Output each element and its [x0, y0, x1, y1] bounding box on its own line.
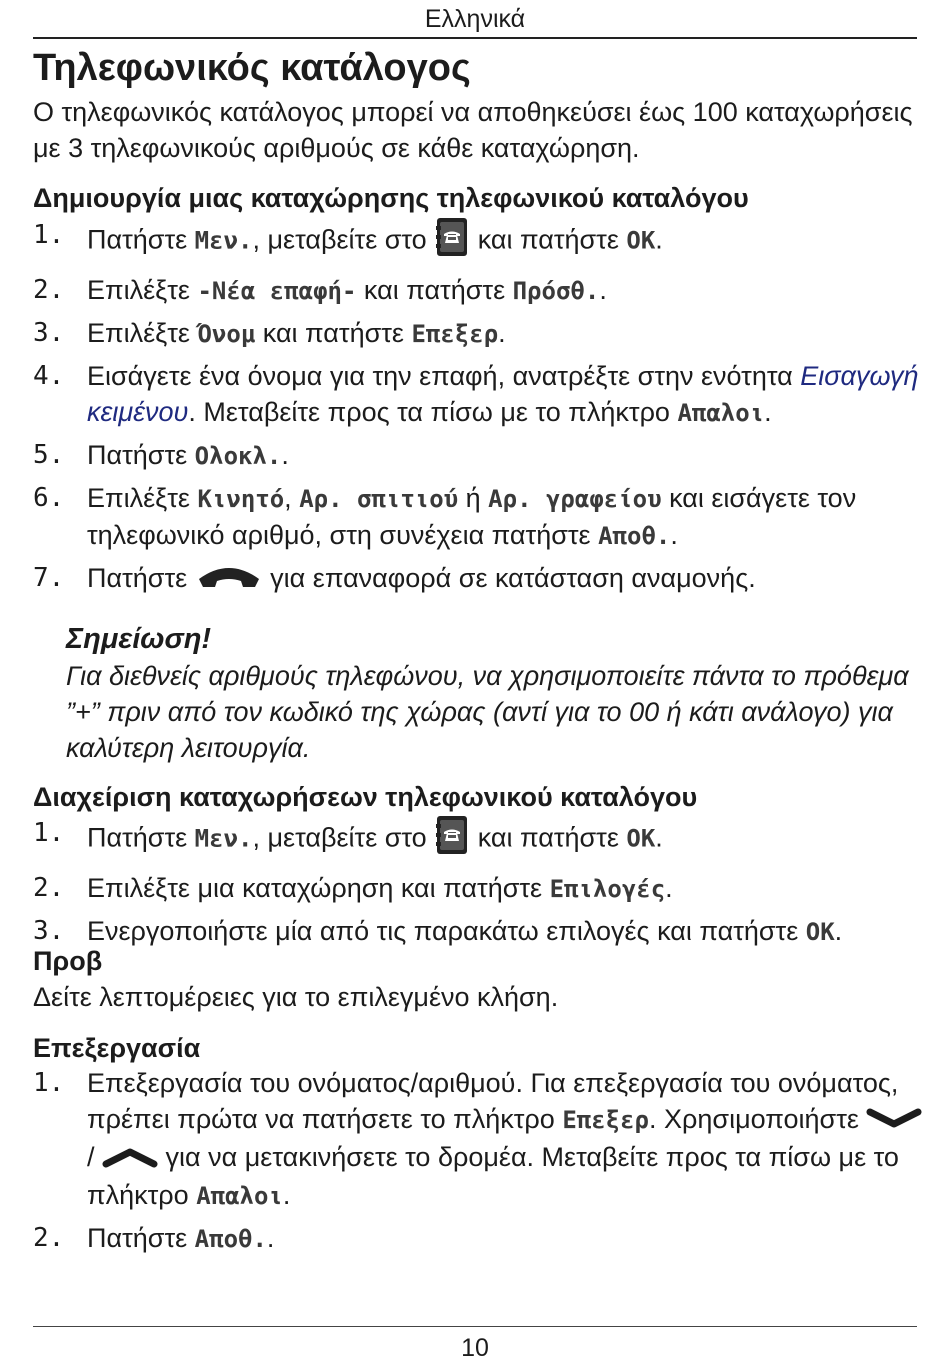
view-body: Δείτε λεπτομέρειες για το επιλεγμένο κλήση.	[33, 982, 559, 1012]
step-number: 4.	[33, 361, 65, 391]
step-number: 2.	[33, 275, 65, 305]
ui-key-clear: Απαλοι	[196, 1181, 283, 1210]
step-number: 2.	[33, 873, 65, 903]
end-call-icon	[195, 561, 263, 598]
list-item: 1. Πατήστε Μεν., μεταβείτε στο και πατήστε OK.	[33, 217, 923, 266]
step-number: 1.	[33, 220, 65, 250]
ui-option-office: Αρ. γραφείου	[488, 485, 662, 513]
page-title: Τηλεφωνικός κατάλογος	[33, 47, 471, 89]
edit-steps	[33, 1065, 923, 1263]
list-item: 2. Επιλέξτε μια καταχώρηση και πατήστε Επιλογές.	[33, 870, 923, 907]
ui-key-ok: OK	[626, 226, 656, 255]
create-entry-heading: Δημιουργία μιας καταχώρησης τηλεφωνικού καταλόγου	[33, 183, 749, 213]
page-number: 10	[461, 1334, 489, 1362]
list-item: 6. Επιλέξτε Κινητό, Αρ. σπιτιού ή Αρ. γραφείου και εισάγετε τον τηλεφωνικό αριθμό, στη συνέχεια πατήστε Αποθ..	[33, 480, 923, 554]
text-input-section-link[interactable]: Εισαγωγή κειμένου	[87, 361, 919, 427]
list-item: 5. Πατήστε Ολοκλ..	[33, 437, 923, 474]
footer-divider	[33, 1326, 917, 1327]
step-number: 1.	[33, 818, 65, 848]
ui-option-home: Αρ. σπιτιού	[299, 485, 459, 513]
ui-key-options: Επιλογές	[549, 875, 666, 903]
create-entry-steps	[33, 217, 923, 604]
ui-key-ok: OK	[626, 824, 656, 853]
step-number: 1.	[33, 1068, 65, 1098]
list-item: 4. Εισάγετε ένα όνομα για την επαφή, ανατρέξτε στην ενότητα Εισαγωγή κειμένου. Μεταβείτε προς τα πίσω με το πλήκτρο Απαλοι.	[33, 358, 923, 431]
arrow-up-icon	[102, 1141, 158, 1177]
manage-entries-steps	[33, 815, 923, 956]
list-item: 3. Επιλέξτε Όνομ και πατήστε Επεξερ.	[33, 315, 923, 352]
ui-option-new-contact: -Νέα επαφή-	[197, 277, 357, 305]
step-number: 6.	[33, 483, 65, 513]
note-box	[66, 620, 916, 766]
note-title: Σημείωση!	[66, 623, 212, 655]
ui-key-edit: Επεξερ	[411, 320, 499, 348]
ui-key-clear: Απαλοι	[677, 399, 765, 427]
step-number: 7.	[33, 563, 65, 593]
step-number: 3.	[33, 318, 65, 348]
list-item: 3. Ενεργοποιήστε μία από τις παρακάτω επιλογές και πατήστε OK.	[33, 913, 923, 950]
ui-key-ok: OK	[805, 918, 835, 946]
manage-entries-heading: Διαχείριση καταχωρήσεων τηλεφωνικού καταλόγου	[33, 782, 698, 812]
list-item: 7. Πατήστε για επαναφορά σε κατάσταση αναμονής.	[33, 560, 923, 598]
intro-paragraph: Ο τηλεφωνικός κατάλογος μπορεί να αποθηκεύσει έως 100 καταχωρήσεις με 3 τηλεφωνικούς αριθμούς σε κάθε καταχώρηση.	[33, 97, 913, 163]
running-header-language: Ελληνικά	[33, 4, 917, 39]
ui-key-edit: Επεξερ	[562, 1106, 650, 1134]
list-item: 1. Επεξεργασία του ονόματος/αριθμού. Για επεξεργασία του ονόματος, πρέπει πρώτα να πατήσετε το πλήκτρο Επεξερ. Χρησιμοποιήστε / για να μετακινήσετε το δρομέα. Μεταβείτε προς τα πίσω με το πλήκτρο Απαλοι.	[33, 1065, 923, 1214]
step-number: 3.	[33, 916, 65, 946]
step-number: 5.	[33, 440, 65, 470]
note-body: Για διεθνείς αριθμούς τηλεφώνου, να χρησιμοποιείτε πάντα το πρόθεμα ”+” πριν από τον κωδικό της χώρας (αντί για το 00 ή κάτι ανάλογο) για καλύτερη λειτουργία.	[66, 661, 909, 763]
ui-option-name: Όνομ	[197, 320, 256, 348]
ui-key-menu: Μεν.	[194, 824, 253, 853]
arrow-down-icon	[866, 1103, 922, 1139]
list-item: 1. Πατήστε Μεν., μεταβείτε στο και πατήστε OK.	[33, 815, 923, 864]
ui-key-done: Ολοκλ.	[194, 442, 282, 470]
ui-option-mobile: Κινητό	[197, 485, 285, 513]
phonebook-icon	[434, 217, 470, 266]
edit-heading: Επεξεργασία	[33, 1033, 201, 1063]
ui-key-add: Πρόσθ.	[512, 277, 600, 305]
ui-key-menu: Μεν.	[194, 226, 253, 255]
list-item: 2. Πατήστε Αποθ..	[33, 1220, 923, 1257]
list-item: 2. Επιλέξτε -Νέα επαφή- και πατήστε Πρόσθ..	[33, 272, 923, 309]
step-number: 2.	[33, 1222, 65, 1253]
phonebook-icon	[434, 815, 470, 864]
ui-key-save: Αποθ.	[598, 522, 671, 550]
view-heading: Προβ	[33, 946, 103, 976]
ui-key-save: Αποθ.	[194, 1224, 267, 1253]
